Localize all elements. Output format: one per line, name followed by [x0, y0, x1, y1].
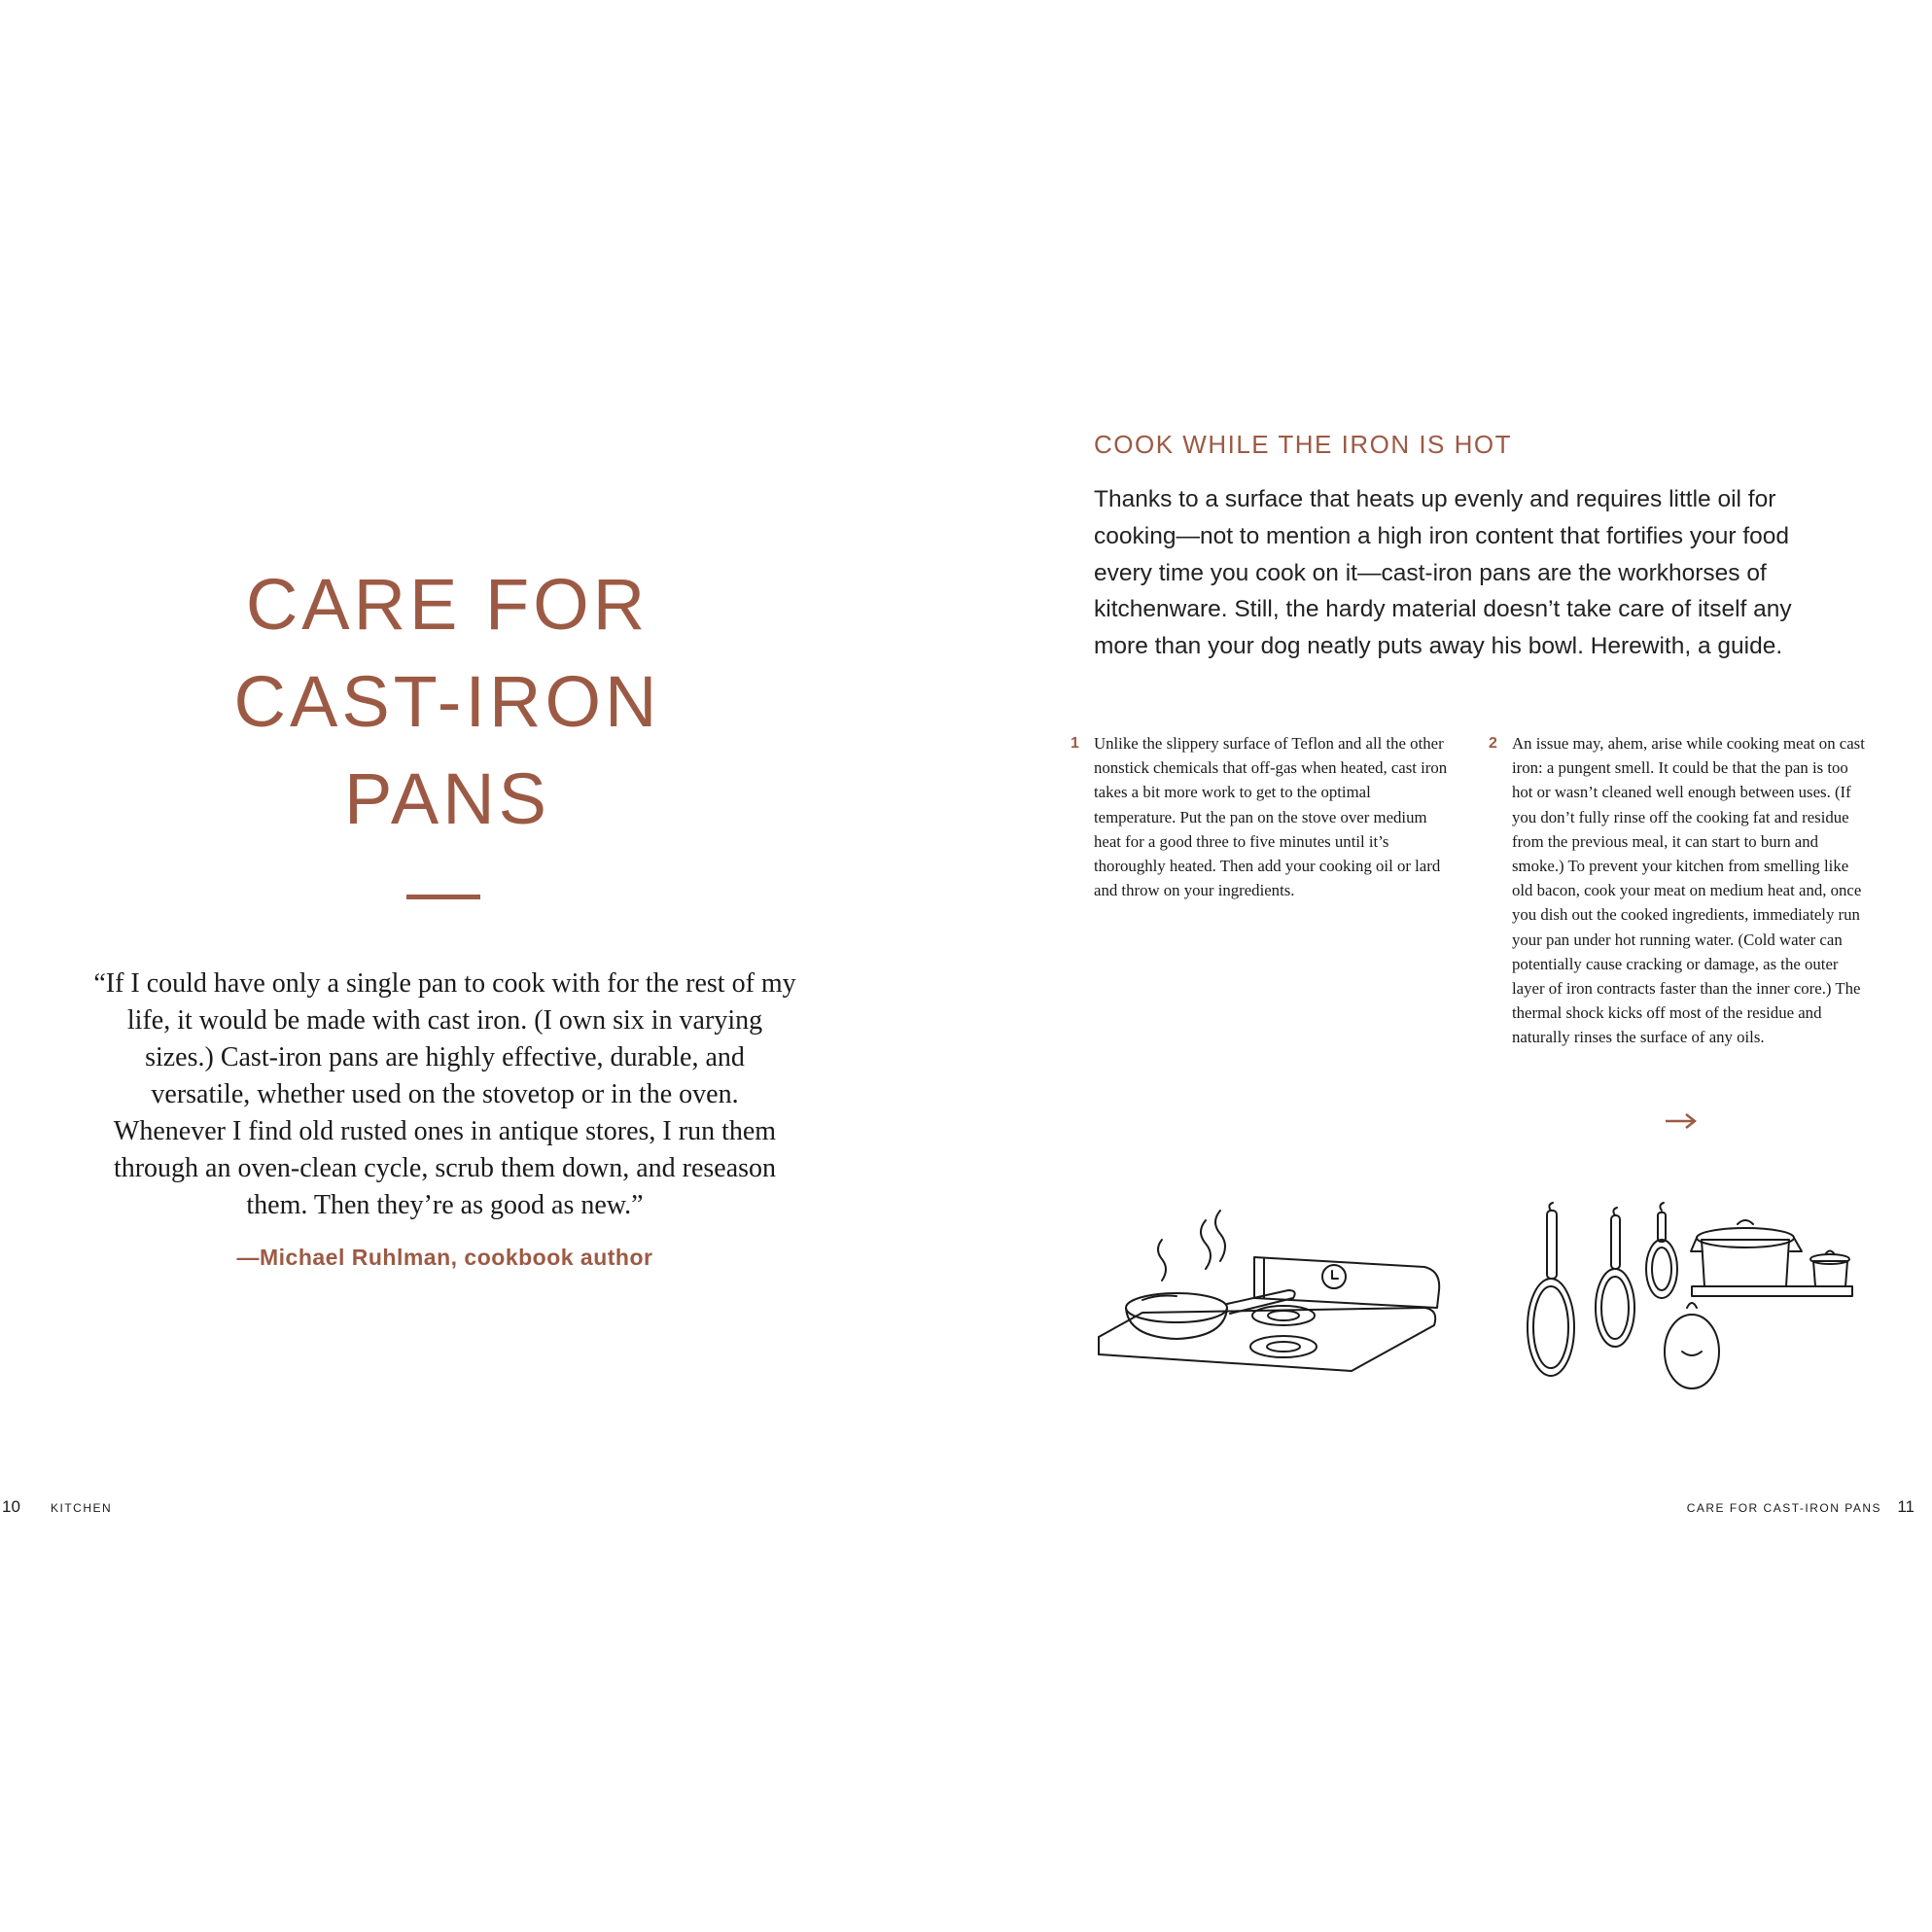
title-line-3: PANS	[343, 758, 551, 839]
tip-text: Unlike the slippery surface of Teflon and all the other nonstick chemicals that off-gas when heated, cast iron takes a bit more work to get to the optimal temperature. Put the pan on the stove over medium heat for a good three to five minutes until it’s thoroughly heated. Then add your cooking oil or lard and throw on your ingredients.	[1094, 734, 1448, 900]
page-number-right: 11	[1897, 1497, 1914, 1516]
pull-quote: “If I could have only a single pan to cook with for the rest of my life, it would be made with cast iron. (I own six in varying sizes.) Cast-iron pans are highly effective, durable, and versatile, whether used on the stovetop or in the oven. Whenever I find old rusted ones in antique stores, I run them through an oven-clean cycle, scrub them down, and reseason them. Then they’re as good as new.”	[93, 968, 796, 1220]
tip-2	[1489, 731, 1872, 1050]
page-number-left: 10	[2, 1497, 20, 1516]
quote-attribution: —Michael Ruhlman, cookbook author	[236, 1245, 653, 1270]
running-head-right: CARE FOR CAST-IRON PANS	[1686, 1501, 1881, 1515]
title-line-1: CARE FOR	[245, 564, 650, 645]
tip-text: An issue may, ahem, arise while cooking meat on cast iron: a pungent smell. It could be that the pan is too hot or wasn’t cleaned well enough between uses. (If you don’t fully rinse off the cooking fat and residue from the previous meal, it can start to burn and smoke.) To prevent your kitchen from smelling like old bacon, cook your meat on medium heat and, once you dish out the cooked ingredients, immediately run your pan under hot running water. (Cold water can potentially cause cracking or damage, as the outer layer of iron contracts faster than the inner core.) The thermal shock kicks off most of the residue and naturally rinses the surface of any oils.	[1512, 734, 1865, 1047]
tip-number: 1	[1071, 735, 1079, 752]
title-divider	[406, 895, 480, 899]
stove-with-skillet-illustration	[1089, 1201, 1458, 1386]
running-head-left: KITCHEN	[51, 1501, 113, 1515]
tip-number: 2	[1489, 735, 1497, 752]
section-heading: COOK WHILE THE IRON IS HOT	[1094, 430, 1513, 459]
intro-paragraph: Thanks to a surface that heats up evenly and requires little oil for cooking—not to mention a high iron content that fortifies your food every time you cook on it—cast-iron pans are the workhorses of kitchenware. Still, the hardy material doesn’t take care of itself any more than your dog neatly puts away his bowl. Herewith, a guide.	[1094, 486, 1792, 660]
tip-1	[1071, 731, 1454, 902]
hanging-pans-illustration	[1522, 1201, 1872, 1395]
right-arrow-icon[interactable]	[1665, 1111, 1698, 1131]
title-line-2: CAST-IRON	[233, 661, 661, 742]
page-title	[185, 556, 710, 848]
